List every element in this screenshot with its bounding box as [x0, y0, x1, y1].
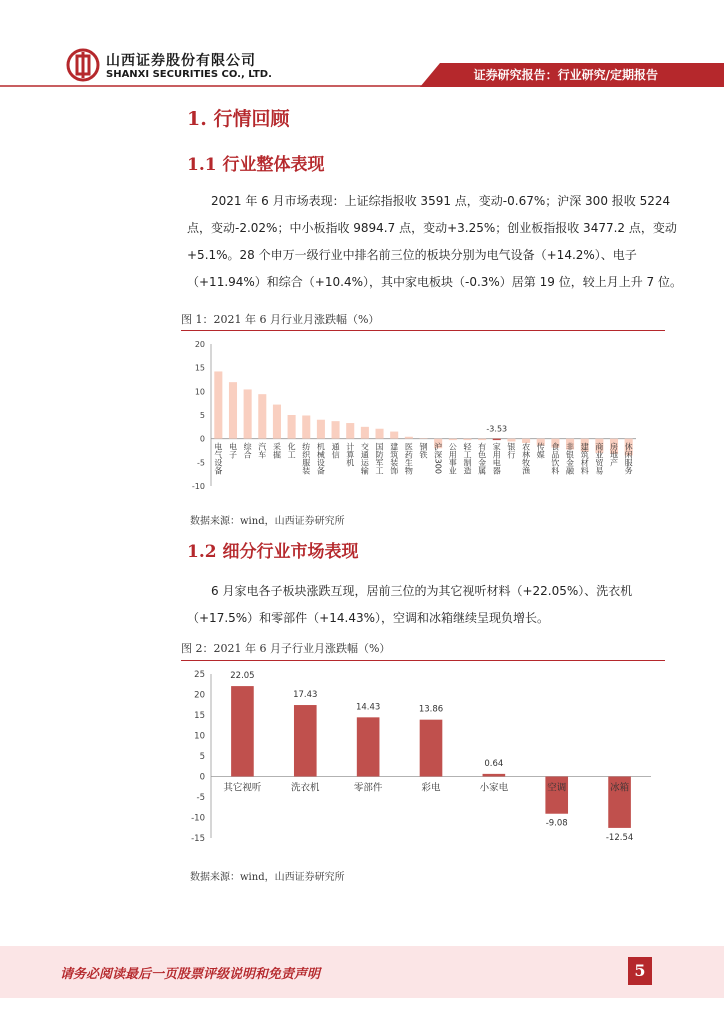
y-tick-label: -10	[191, 813, 205, 824]
bar	[229, 382, 237, 439]
x-tick-label: 家用电器	[492, 442, 502, 475]
x-tick-label: 农林牧渔	[521, 442, 531, 475]
bar	[273, 405, 281, 439]
bar	[302, 415, 310, 438]
x-tick-label: 传媒	[536, 442, 546, 459]
x-tick-label: 化工	[287, 442, 297, 459]
x-tick-label: 轻工制造	[462, 442, 472, 475]
data-label: 14.43	[355, 702, 381, 713]
x-tick-label: 采掘	[272, 442, 282, 459]
bar	[478, 439, 486, 440]
y-tick-label: -10	[191, 482, 205, 491]
x-tick-label: 汽车	[257, 442, 267, 459]
x-tick-label: 通信	[331, 442, 341, 459]
data-label: -12.54	[605, 832, 634, 843]
subsection-title-1: 1.1 行业整体表现	[187, 155, 325, 175]
figure-1-title: 图 1：2021 年 6 月行业月涨跌幅（%）	[181, 313, 380, 326]
bar	[361, 427, 369, 439]
x-tick-label: 计算机	[345, 442, 355, 467]
y-tick-label: 10	[194, 731, 205, 742]
data-label: 0.64	[484, 758, 504, 769]
data-label: -9.08	[545, 818, 568, 829]
x-tick-label: 银行	[506, 442, 516, 459]
page-number: 5	[628, 957, 652, 985]
company-name-cn: 山西证券股份有限公司	[106, 53, 256, 69]
bar	[463, 439, 471, 440]
y-tick-label: 25	[194, 670, 205, 680]
bar	[405, 437, 413, 439]
bar	[507, 439, 515, 442]
y-tick-label: 0	[199, 772, 205, 783]
bar	[420, 720, 443, 777]
x-tick-label: 钢铁	[419, 442, 428, 459]
y-tick-label: 0	[199, 434, 205, 444]
x-tick-label: 电子	[228, 442, 238, 459]
bar	[294, 705, 317, 776]
report-type: 证券研究报告：行业研究/定期报告	[473, 68, 658, 82]
figure-1-chart	[181, 332, 665, 502]
bar	[332, 421, 340, 439]
y-tick-label: 20	[194, 690, 205, 701]
paragraph-market-overview: 2021 年 6 月市场表现：上证综指报收 3591 点，变动-0.67%；沪深 300 报收 5224 点，变动-2.02%；中小板指收 9894.7 点，变动+3.25%；创业板指报收 3477.2 点，变动+5.1%。28 个申万一级行业中排名前三位的板块分别为电气设备（+14.2%）、电子（+11.94%）和综合（+10.4%），其中家电板块（-0.3%）居第 19 位，较上月上升 7 位。	[187, 194, 682, 289]
figure-2-chart-box	[181, 662, 665, 858]
bar	[214, 371, 222, 438]
x-tick-label: 交通运输	[360, 442, 370, 475]
y-tick-label: 5	[199, 752, 205, 762]
company-name-en: SHANXI SECURITIES CO., LTD.	[106, 69, 272, 80]
x-tick-label: 机械设备	[316, 442, 326, 475]
figure-2-title: 图 2：2021 年 6 月子行业月涨跌幅（%）	[181, 642, 391, 655]
y-tick-label: 10	[194, 387, 205, 397]
x-tick-label: 国防军工	[375, 442, 385, 475]
bar	[357, 717, 380, 776]
figure-2-rule	[181, 660, 665, 661]
data-label: -3.53	[486, 424, 508, 434]
y-tick-label: -5	[196, 793, 205, 803]
bar	[244, 389, 252, 438]
paragraph-subsector: 6 月家电各子板块涨跌互现，居前三位的为其它视听材料（+22.05%）、洗衣机（+17.5%）和零部件（+14.43%），空调和冰箱继续呈现负增长。	[187, 584, 633, 625]
x-tick-label: 医药生物	[404, 442, 414, 475]
bar	[346, 423, 354, 439]
x-tick-label: 其它视听	[223, 782, 262, 794]
y-tick-label: 20	[194, 340, 205, 349]
bar	[483, 774, 506, 777]
figure-2-source: 数据来源：wind，山西证券研究所	[190, 872, 345, 883]
x-tick-label: 洗衣机	[291, 782, 320, 794]
x-tick-label: 沪深300	[433, 442, 443, 474]
x-tick-label: 房地产	[609, 442, 619, 467]
bar	[317, 420, 325, 439]
x-tick-label: 电气设备	[213, 442, 223, 475]
y-tick-label: -5	[197, 458, 205, 468]
data-label: 13.86	[418, 704, 444, 715]
x-tick-label: 非银金融	[565, 442, 575, 475]
x-tick-label: 有色金属	[477, 442, 487, 475]
x-tick-label: 商业贸易	[594, 442, 604, 475]
bar	[288, 415, 296, 439]
x-tick-label: 建筑装饰	[389, 442, 399, 475]
x-tick-label: 小家电	[479, 782, 509, 794]
y-tick-label: 5	[199, 411, 205, 420]
y-tick-label: 15	[194, 363, 205, 373]
bar	[390, 432, 398, 439]
bar	[449, 439, 457, 440]
x-tick-label: 建筑材料	[580, 442, 590, 475]
y-tick-label: -15	[191, 834, 205, 844]
x-tick-label: 综合	[243, 442, 253, 459]
figure-1-rule	[181, 330, 665, 331]
subsection-title-2: 1.2 细分行业市场表现	[187, 542, 359, 562]
figure-1-chart-box	[181, 332, 665, 502]
x-tick-label: 零部件	[353, 782, 383, 794]
bar	[419, 438, 427, 439]
y-tick-label: 15	[194, 711, 205, 721]
x-tick-label: 公用事业	[448, 442, 458, 475]
data-label: 22.05	[230, 671, 255, 682]
x-tick-label: 休闲服务	[624, 442, 634, 475]
bar	[258, 394, 266, 438]
bar	[493, 439, 501, 440]
x-tick-label: 彩电	[421, 782, 441, 794]
figure-2-chart	[181, 662, 665, 858]
figure-1-source: 数据来源：wind，山西证券研究所	[190, 516, 345, 527]
x-tick-label: 冰箱	[610, 782, 630, 794]
x-tick-label: 食品饮料	[550, 442, 560, 475]
bar	[231, 686, 254, 776]
data-label: 17.43	[293, 690, 318, 701]
x-tick-label: 纺织服装	[301, 442, 311, 475]
footer-disclaimer[interactable]: 请务必阅读最后一页股票评级说明和免责声明	[60, 967, 321, 982]
bar	[376, 429, 384, 439]
x-tick-label: 空调	[547, 782, 567, 794]
section-title: 1. 行情回顾	[187, 108, 290, 130]
